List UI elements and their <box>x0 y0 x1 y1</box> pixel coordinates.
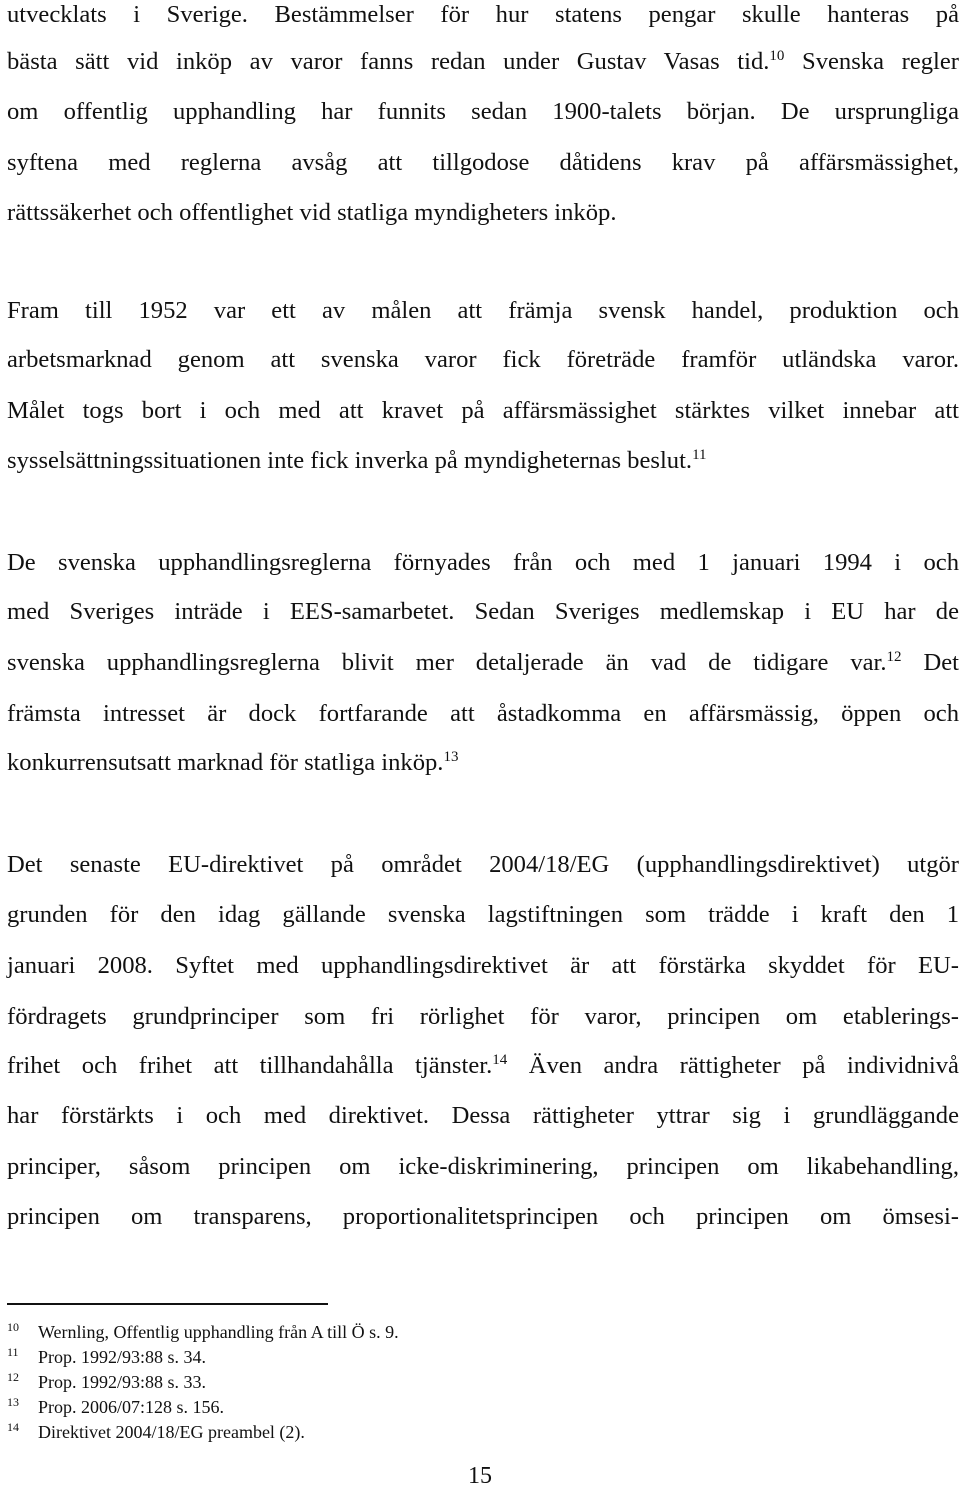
footnote: 11 Prop. 1992/93:88 s. 34. <box>7 1345 207 1367</box>
body-line: principen om transparens, proportionalitetsprincipen och principen om ömsesi- <box>7 1203 959 1230</box>
footnote-ref: 14 <box>492 1052 508 1068</box>
footnote-ref: 11 <box>692 447 707 463</box>
body-line: De svenska upphandlingsreglerna förnyades från och med 1 januari 1994 i och <box>7 549 959 576</box>
body-line: Det senaste EU-direktivet på området 2004/18/EG (upphandlingsdirektivet) utgör <box>7 851 959 878</box>
body-line: svenska upphandlingsreglerna blivit mer detaljerade än vad de tidigare var.$^{12}$ Det <box>7 649 959 676</box>
body-line: frihet och frihet att tillhandahålla tjänster.$^{14}$ Även andra rättigheter på individnivå <box>7 1052 959 1079</box>
body-line: grunden för den idag gällande svenska lagstiftningen som trädde i kraft den 1 <box>7 901 959 928</box>
footnote-ref: 13 <box>443 749 459 765</box>
body-line: bästa sätt vid inköp av varor fanns redan under Gustav Vasas tid.$^{10}$ Svenska regler <box>7 48 959 75</box>
footnote-separator <box>7 1303 328 1305</box>
footnote: 14 Direktivet 2004/18/EG preambel (2). <box>7 1420 305 1442</box>
body-line: fördragets grundprinciper som fri rörlighet för varor, principen om etablerings- <box>7 1003 959 1030</box>
body-line: rättssäkerhet och offentlighet vid statliga myndigheters inköp. <box>7 199 617 226</box>
footnote-ref: 10 <box>769 48 785 64</box>
body-line: med Sveriges inträde i EES-samarbetet. Sedan Sveriges medlemskap i EU har de <box>7 598 959 625</box>
body-line: syftena med reglerna avsåg att tillgodose dåtidens krav på affärsmässighet, <box>7 149 959 176</box>
body-line: har förstärkts i och med direktivet. Dessa rättigheter yttrar sig i grundläggande <box>7 1102 959 1129</box>
body-line: om offentlig upphandling har funnits sedan 1900-talets början. De ursprungliga <box>7 98 959 125</box>
body-line: konkurrensutsatt marknad för statliga inköp.$^{13}$ <box>7 749 459 776</box>
body-line: utvecklats i Sverige. Bestämmelser för hur statens pengar skulle hanteras på <box>7 1 959 28</box>
body-line: Målet togs bort i och med att kravet på affärsmässighet stärktes vilket innebar att <box>7 397 959 424</box>
body-line: främsta intresset är dock fortfarande att åstadkomma en affärsmässig, öppen och <box>7 700 959 727</box>
body-line: Fram till 1952 var ett av målen att främja svensk handel, produktion och <box>7 297 959 324</box>
page-number: 15 <box>468 1463 492 1489</box>
footnote-ref: 12 <box>886 649 902 665</box>
body-line: sysselsättningssituationen inte fick inverka på myndigheternas beslut.$^{11}$ <box>7 447 707 474</box>
body-line: principer, såsom principen om icke-diskriminering, principen om likabehandling, <box>7 1153 959 1180</box>
body-line: januari 2008. Syftet med upphandlingsdirektivet är att förstärka skyddet för EU- <box>7 952 959 979</box>
footnote: 12 Prop. 1992/93:88 s. 33. <box>7 1370 207 1392</box>
footnote: 10 Wernling, Offentlig upphandling från A till Ö s. 9. <box>7 1320 399 1342</box>
body-line: arbetsmarknad genom att svenska varor fick företräde framför utländska varor. <box>7 346 959 373</box>
footnote: 13 Prop. 2006/07:128 s. 156. <box>7 1395 225 1417</box>
